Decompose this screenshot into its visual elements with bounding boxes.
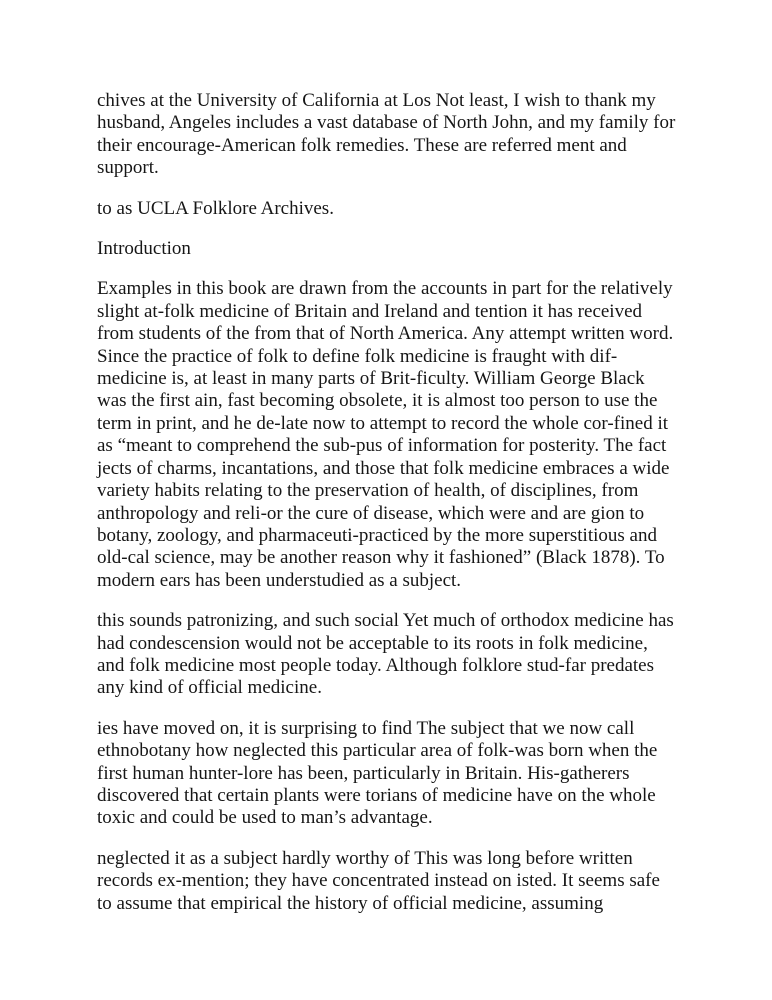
paragraph-archives: to as UCLA Folklore Archives. [97,197,334,219]
paragraph-neglected: neglected it as a subject hardly worthy of This was long before written records ex-mention; they have concentrated instead on isted. It seems safe to assume that empirical the history of official medicine, assuming [97,847,660,914]
body-text [97,90,687,933]
section-heading-introduction: Introduction [97,238,191,260]
paragraph-patronizing: this sounds patronizing, and such social Yet much of orthodox medicine has had condescension would not be acceptable to its roots in folk medicine, and folk medicine most people today. Although folklore stud-far predates any kind of official medicine. [97,610,674,699]
paragraph-acknowledgements: chives at the University of California at Los Not least, I wish to thank my husband, Angeles includes a vast database of North John, and my family for their encourage-American folk remedies. These are referred ment and support. [97,90,676,179]
paragraph-examples: Examples in this book are drawn from the accounts in part for the relatively slight at-folk medicine of Britain and Ireland and tention it has received from students of the from that of North America. Any attempt written word. Since the practice of folk to define folk medicine is fraught with dif- medicine is, at least in many parts of Brit-ficulty. William George Black was the first ain, fast becoming obsolete, it is almost too person to use the term in print, and he de-late now to attempt to record the whole cor-fined it as “meant to comprehend the sub-pus of information for posterity. The fact jects of charms, incantations, and those that folk medicine embraces a wide variety habits relating to the preservation of health, of disciplines, from anthropology and reli-or the cure of disease, which were and are gion to botany, zoology, and pharmaceuti-practiced by the more superstitious and old-cal science, may be another reason why it fashioned” (Black 1878). To modern ears has been understudied as a subject. [97,278,674,591]
paragraph-ethnobotany: ies have moved on, it is surprising to find The subject that we now call ethnobotany how neglected this particular area of folk-was born when the first human hunter-lore has been, particularly in Britain. His-gatherers discovered that certain plants were torians of medicine have on the whole toxic and could be used to man’s advantage. [97,717,658,829]
